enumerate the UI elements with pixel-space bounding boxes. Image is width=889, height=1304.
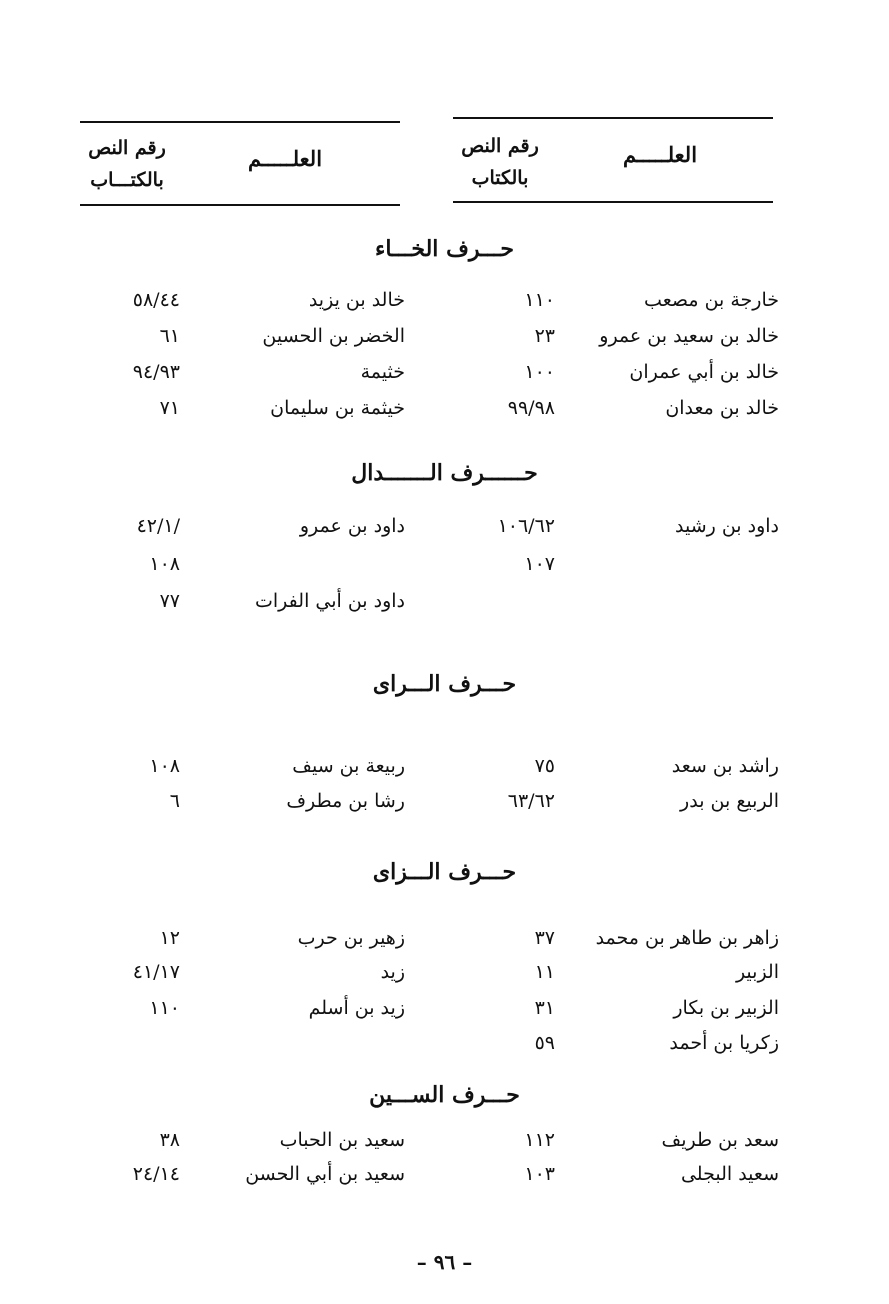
table-row [0, 991, 889, 1025]
left-number: ١٠٨ [149, 755, 180, 777]
left-number: ٢٤/١٤ [132, 1163, 180, 1185]
right-number: ٩٩/٩٨ [507, 397, 555, 419]
right-name: داود بن رشيد [674, 515, 779, 537]
right-number: ١٠٧ [524, 553, 555, 575]
right-number: ١٠٣ [524, 1163, 555, 1185]
right-number: ١١٠ [524, 289, 555, 311]
left-number: ٩٤/٩٣ [132, 361, 180, 383]
right-name: سعيد البجلى [680, 1163, 779, 1185]
left-number: ٥٨/٤٤ [132, 289, 180, 311]
header-left-number [72, 132, 182, 196]
left-number: ١١٠ [149, 997, 180, 1019]
left-name: زهير بن حرب [297, 927, 405, 949]
header-right-number [445, 130, 555, 194]
left-number: ٦١ [159, 325, 180, 347]
right-number: ٣٧ [534, 927, 555, 949]
table-row [0, 749, 889, 783]
table-row [0, 391, 889, 425]
page-number: – ٩٦ – [416, 1250, 473, 1274]
table-row [0, 509, 889, 543]
table-row [0, 584, 889, 618]
table-row [0, 319, 889, 353]
header-left-name: العلـــــم [247, 146, 323, 171]
right-number: ٢٣ [534, 325, 555, 347]
table-row [0, 955, 889, 989]
table-row [0, 355, 889, 389]
right-number: ١١ [534, 961, 555, 983]
header-right-number-line1: رقم النص [461, 135, 539, 157]
section-title-kha: حـــرف الخـــاء [375, 236, 514, 262]
section-title-zay: حـــرف الـــزاى [372, 859, 517, 885]
header-bottom-rule-left [80, 204, 400, 206]
header-bottom-rule-right [453, 201, 773, 203]
left-name: داود بن عمرو [299, 515, 405, 537]
right-name: راشد بن سعد [671, 755, 779, 777]
left-name: ربيعة بن سيف [292, 755, 405, 777]
left-name: خثيمة [360, 361, 405, 383]
header-left-number-line1: رقم النص [88, 137, 166, 159]
table-row [0, 547, 889, 581]
right-name: خالد بن أبي عمران [629, 361, 779, 383]
left-name: خالد بن يزيد [308, 289, 405, 311]
header-top-rule-left [80, 121, 400, 123]
table-row [0, 1123, 889, 1157]
left-number: ١٢ [159, 927, 180, 949]
left-name: رشا بن مطرف [286, 790, 405, 812]
right-name: زكريا بن أحمد [669, 1032, 779, 1054]
right-number: ٥٩ [534, 1032, 555, 1054]
left-number: ١٠٨ [149, 553, 180, 575]
left-number: /٤٢/١ [136, 515, 180, 537]
right-name: الزبير [735, 961, 779, 983]
right-name: خالد بن سعيد بن عمرو [599, 325, 779, 347]
header-right-number-line2: بالكتاب [471, 167, 529, 189]
right-number: ٣١ [534, 997, 555, 1019]
left-name: خيثمة بن سليمان [270, 397, 405, 419]
left-number: ٧٧ [159, 590, 180, 612]
header-left-number-line2: بالكتـــاب [90, 169, 164, 191]
table-row [0, 784, 889, 818]
header-right-name: العلـــــم [622, 142, 698, 167]
right-name: سعد بن طريف [661, 1129, 779, 1151]
left-number: ٤١/١٧ [132, 961, 180, 983]
section-title-ra: حـــرف الـــراى [372, 671, 517, 697]
table-row [0, 283, 889, 317]
right-name: خارجة بن مصعب [644, 289, 779, 311]
left-name: زيد [380, 961, 405, 983]
right-name: خالد بن معدان [665, 397, 779, 419]
left-number: ٧١ [159, 397, 180, 419]
section-title-dal: حــــــرف الـــــــدال [351, 460, 538, 486]
right-name: الربيع بن بدر [680, 790, 779, 812]
left-name: سعيد بن أبي الحسن [245, 1163, 405, 1185]
table-row [0, 1157, 889, 1191]
right-number: ٦٣/٦٢ [507, 790, 555, 812]
left-number: ٣٨ [159, 1129, 180, 1151]
right-number: ٧٥ [534, 755, 555, 777]
right-number: ١١٢ [524, 1129, 555, 1151]
right-name: زاهر بن طاهر بن محمد [595, 927, 779, 949]
right-number: ١٠٦/٦٢ [497, 515, 555, 537]
header-top-rule-right [453, 117, 773, 119]
table-row [0, 921, 889, 955]
left-name: زيد بن أسلم [308, 997, 405, 1019]
right-number: ١٠٠ [524, 361, 555, 383]
left-number: ٦ [169, 790, 180, 812]
right-name: الزبير بن بكار [673, 997, 779, 1019]
left-name: الخضر بن الحسين [262, 325, 405, 347]
table-row [0, 1026, 889, 1060]
left-name: داود بن أبي الفرات [255, 590, 405, 612]
left-name: سعيد بن الحباب [279, 1129, 405, 1151]
section-title-sin: حـــرف الســـين [369, 1082, 520, 1108]
